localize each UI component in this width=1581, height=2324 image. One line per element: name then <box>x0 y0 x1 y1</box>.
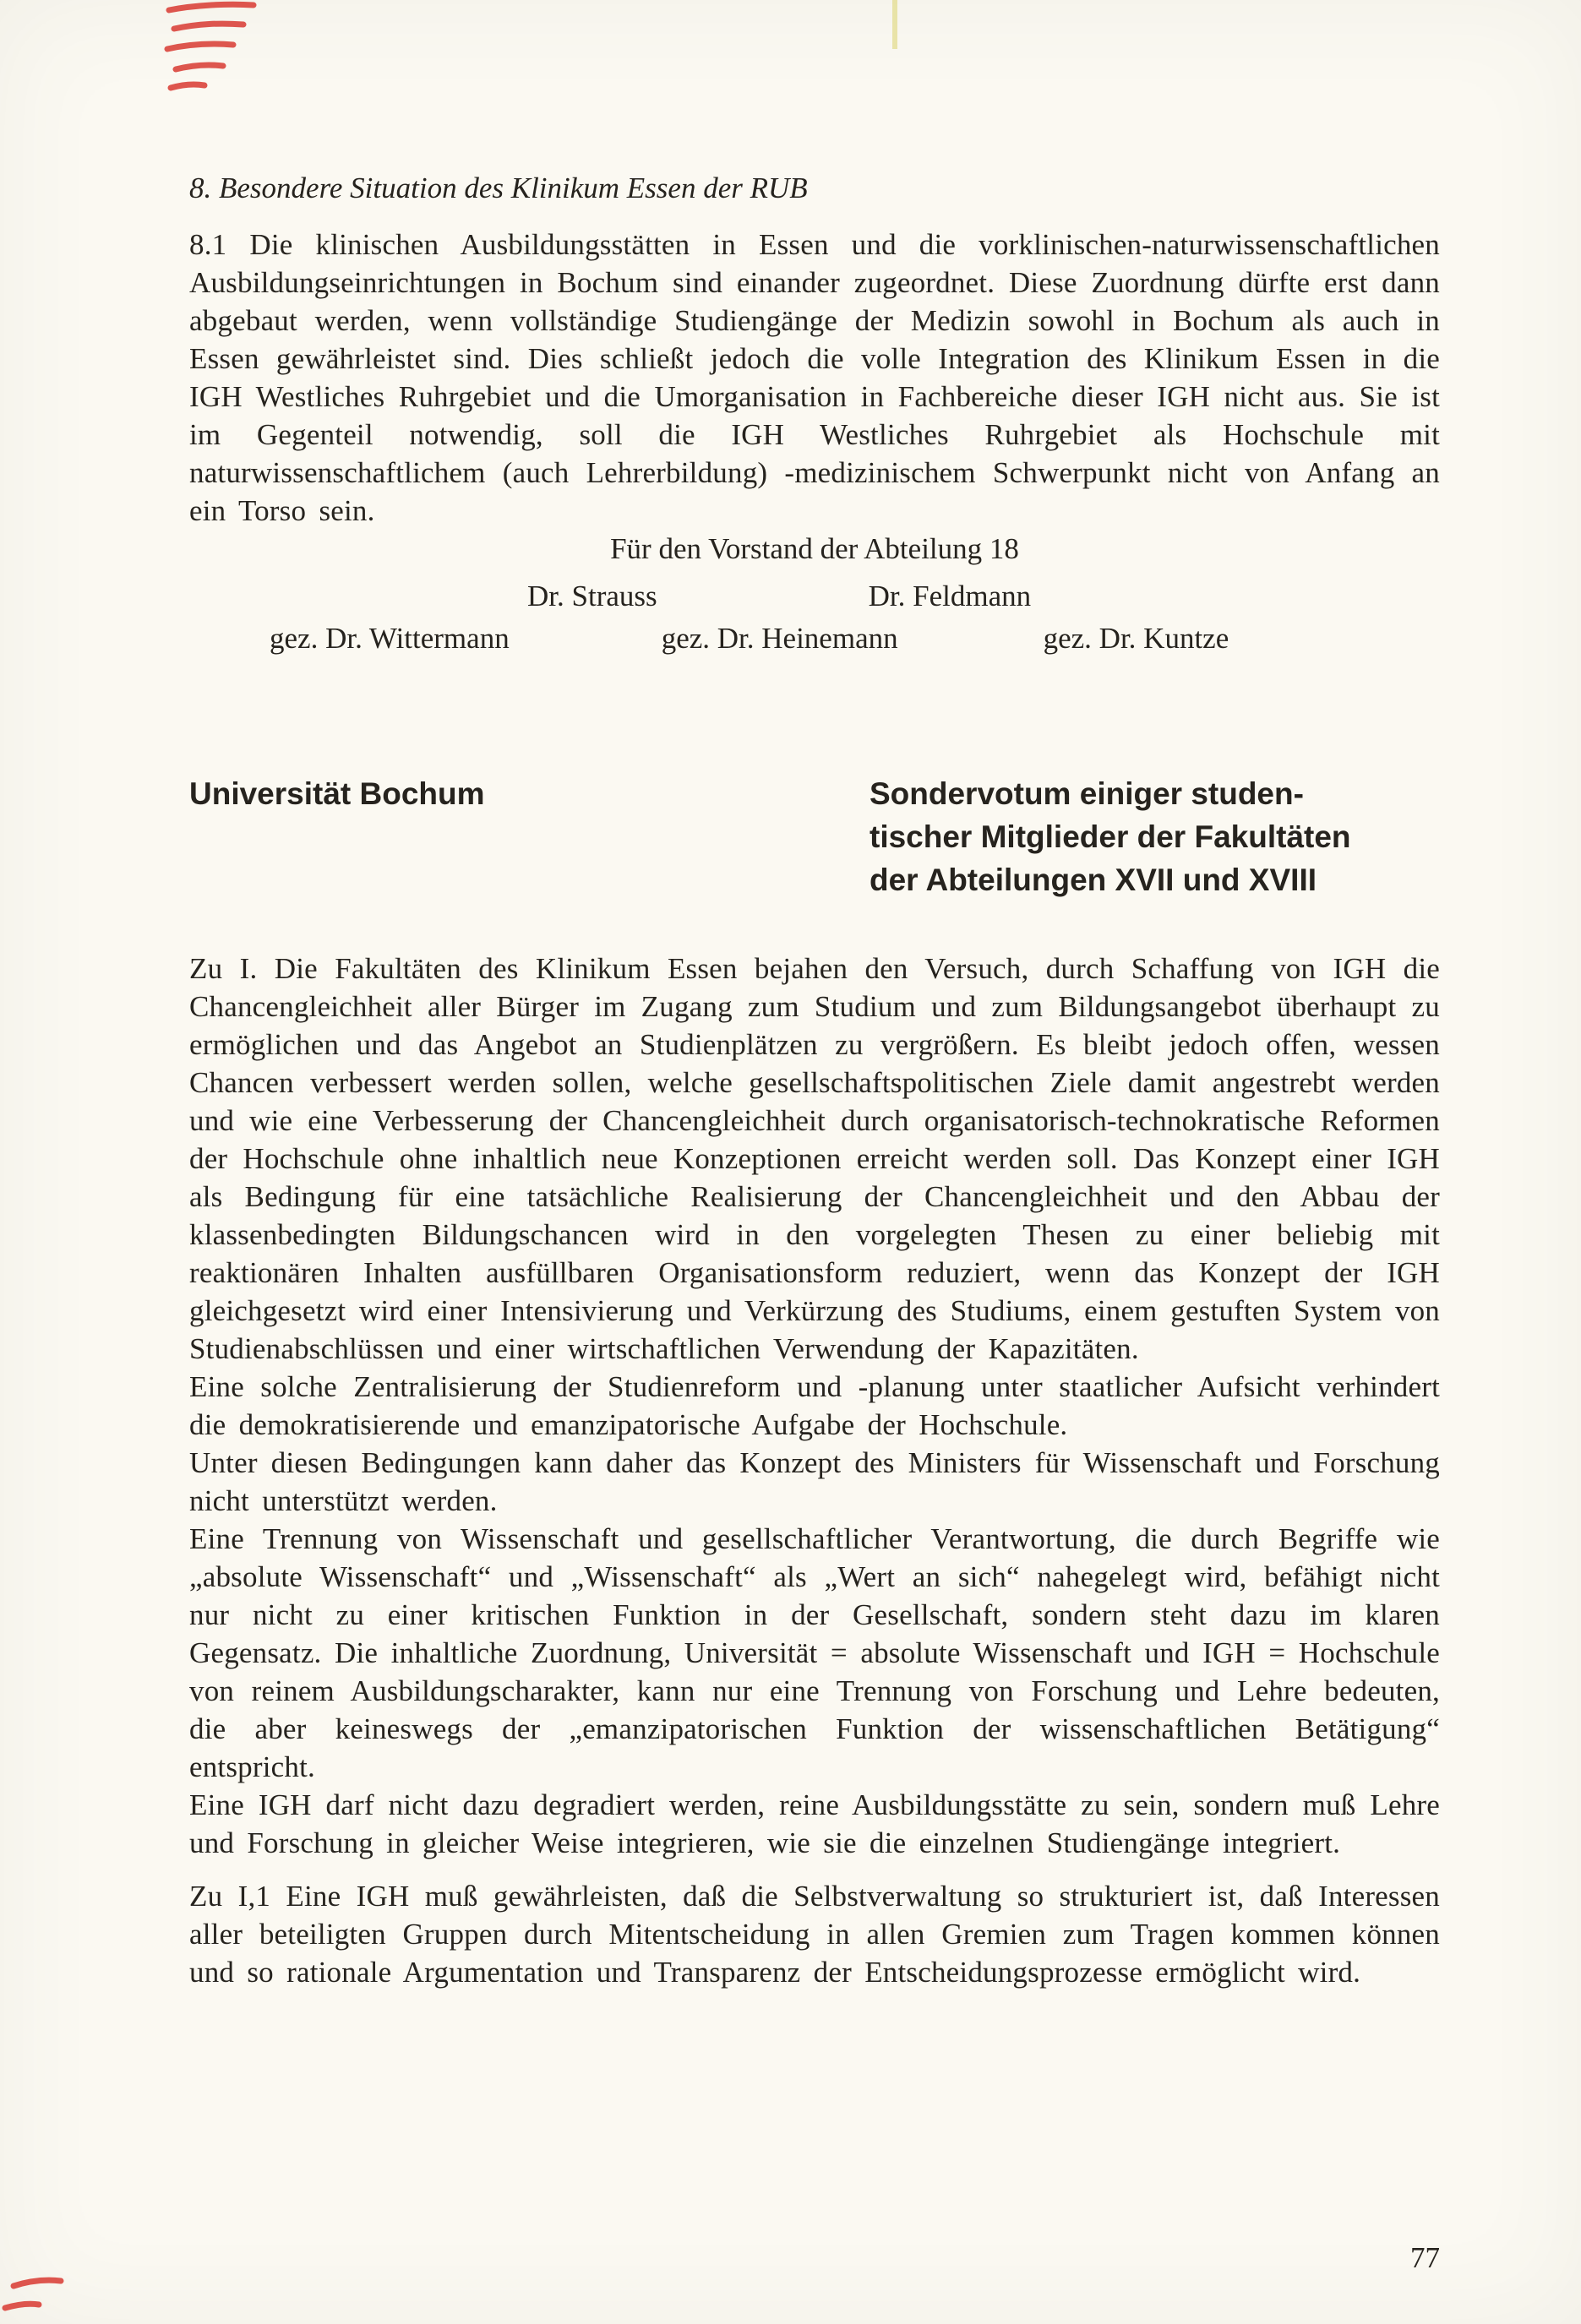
text-block <box>189 169 1440 1991</box>
signature-row-1 <box>189 577 1440 615</box>
sondervotum-paragraph-4: Eine Trennung von Wissenschaft und gesellschaftlicher Verantwortung, die durch Begriffe wie „absolute Wissenschaft“ und „Wissenschaft“ als „Wert an sich“ nahegelegt wird, befähigt nicht nur nicht zu einer kritischen Funktion in der Gesellschaft, sondern steht dazu im klaren Gegensatz. Die inhaltliche Zuordnung, Universität = absolute Wissenschaft und IGH = Hochschule von reinem Ausbildungscharakter, kann nur eine Trennung von Forschung und Lehre bedeuten, die aber keineswegs der „emanzipatorischen Funktion der wissenschaftlichen Betätigung“ entspricht. <box>189 1522 1440 1783</box>
signature-gez-dr-heinemann: gez. Dr. Heinemann <box>661 622 898 655</box>
sondervotum-heading-line-2: tischer Mitglieder der Fakultäten <box>870 819 1351 854</box>
signature-gez-dr-wittermann: gez. Dr. Wittermann <box>270 622 510 655</box>
section-8-1-paragraph: 8.1 Die klinischen Ausbildungsstätten in Essen und die vorklinischen-naturwissenschaftlichen Ausbildungseinrichtungen in Bochum sind einander zugeordnet. Diese Zuordnung dürfte erst dann abgebaut werden, wenn vollständige Studiengänge der Medizin sowohl in Bochum als auch in Essen gewährleistet sind. Dies schließt jedoch die volle Integration des Klinikum Essen in die IGH Westliches Ruhrgebiet und die Umorganisation in Fachbereiche dieser IGH nicht aus. Sie ist im Gegenteil notwendig, soll die IGH Westliches Ruhrgebiet als Hochschule mit naturwissenschaftlichem (auch Lehrerbildung) -medizinischem Schwerpunkt nicht von Anfang an ein Torso sein. <box>189 228 1440 527</box>
sondervotum-paragraph-1: Zu I. Die Fakultäten des Klinikum Essen bejahen den Versuch, durch Schaffung von IGH die Chancengleichheit aller Bürger im Zugang zum Studium und zum Bildungsangebot überhaupt zu ermöglichen und das Angebot an Studienplätzen zu vergrößern. Es bleibt jedoch offen, wessen Chancen verbessert werden sollen, welche gesellschaftspolitischen Ziele damit angestrebt werden und wie eine Verbesserung der Chancengleichheit durch organisatorisch-technokratische Reformen der Hochschule ohne inhaltlich neue Konzeptionen erreicht werden soll. Das Konzept einer IGH als Bedingung für eine tatsächliche Realisierung der Chancengleichheit und den Abbau der klassenbedingten Bildungschancen wird in den vorgelegten Thesen zu einer beliebig mit reaktionären Inhalten ausfüllbaren Organisationsform reduziert, wenn das Konzept der IGH gleichgesetzt wird einer Intensivierung und Verkürzung des Studiums, einem gestuften System von Studienabschlüssen und einer wirtschaftlichen Verwendung der Kapazitäten. <box>189 952 1440 1365</box>
signature-dr-feldmann: Dr. Feldmann <box>868 580 1032 612</box>
sondervotum-paragraph-5: Eine IGH darf nicht dazu degradiert werden, reine Ausbildungsstätte zu sein, sondern muß Lehre und Forschung in gleicher Weise integrieren, wie sie die einzelnen Studiengänge integriert. <box>189 1788 1440 1859</box>
signature-row-2 <box>189 619 1440 657</box>
sondervotum-heading <box>870 772 1440 901</box>
sondervotum-paragraph-2: Eine solche Zentralisierung der Studienreform und -planung unter staatlicher Aufsicht verhindert die demokratisierende und emanzipatorische Aufgabe der Hochschule. <box>189 1370 1440 1441</box>
sondervotum-heading-line-3: der Abteilungen XVII und XVIII <box>870 863 1317 897</box>
sondervotum-paragraph-3: Unter diesen Bedingungen kann daher das Konzept des Ministers für Wissenschaft und Forschung nicht unterstützt werden. <box>189 1446 1440 1517</box>
signature-dr-strauss: Dr. Strauss <box>527 580 657 612</box>
sondervotum-paragraph-6: Zu I,1 Eine IGH muß gewährleisten, daß die Selbstverwaltung so strukturiert ist, daß Interessen aller beteiligten Gruppen durch Mitentscheidung in allen Gremien zum Tragen kommen können und so rationale Argumentation und Transparenz der Entscheidungsprozesse ermöglicht wird. <box>189 1880 1440 1989</box>
vorstand-line: Für den Vorstand der Abteilung 18 <box>610 532 1019 565</box>
sondervotum-heading-row <box>189 772 1440 901</box>
signature-gez-dr-kuntze: gez. Dr. Kuntze <box>1043 622 1229 655</box>
section-8-heading: 8. Besondere Situation des Klinikum Essen der RUB <box>189 171 808 204</box>
university-heading: Universität Bochum <box>189 776 485 811</box>
sondervotum-body <box>189 950 1440 1991</box>
sondervotum-heading-line-1: Sondervotum einiger studen- <box>870 776 1304 811</box>
page-number: 77 <box>1410 2241 1440 2274</box>
yellow-streak-artifact <box>892 0 897 49</box>
